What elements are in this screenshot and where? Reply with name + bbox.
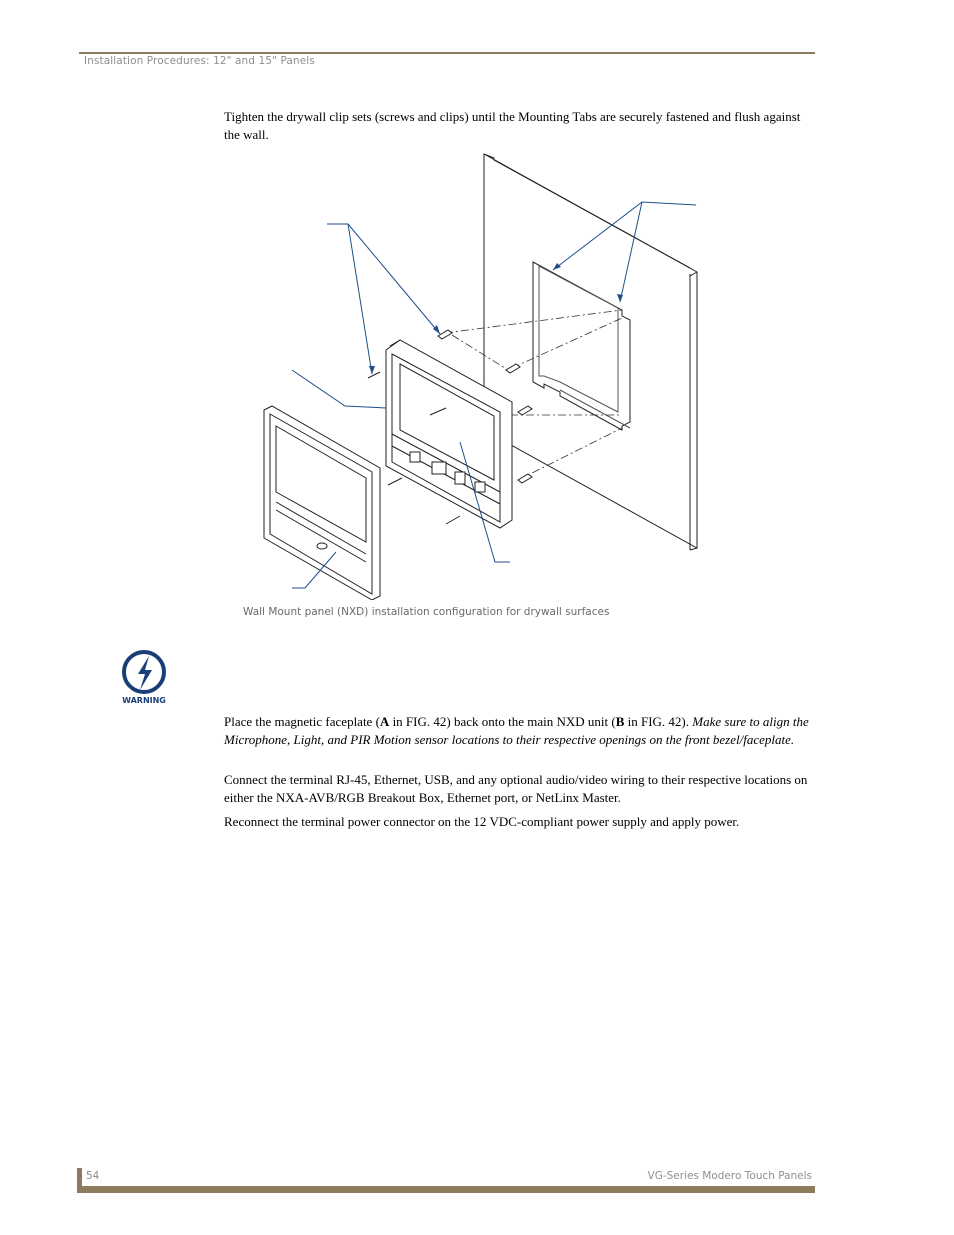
header-rule	[79, 52, 815, 54]
warning-label: WARNING	[122, 696, 166, 705]
faceplate-italic-note: Make sure to align the Microphone, Light, and PIR Motion sensor locations to their respective openings on the front bezel/faceplate.	[224, 714, 809, 747]
page-number: 54	[86, 1170, 100, 1182]
faceplate-text-3: in FIG. 42).	[624, 714, 693, 729]
section-title: Installation Procedures: 12" and 15" Panels	[84, 55, 315, 67]
faceplate-letter-a: A	[379, 714, 390, 729]
faceplate-text-1: Place the magnetic faceplate (	[224, 714, 380, 729]
footer-rule	[77, 1186, 815, 1193]
warning-badge	[116, 648, 172, 708]
faceplate-text-2: in FIG. 42) back onto the main NXD unit (	[389, 714, 616, 729]
document-title: VG-Series Modero Touch Panels	[647, 1170, 812, 1182]
step-faceplate-text	[224, 713, 809, 748]
faceplate-letter-b: B	[615, 714, 625, 729]
step-power-text: Reconnect the terminal power connector on the 12 VDC-compliant power supply and apply power.	[224, 814, 740, 829]
step-tighten-text: Tighten the drywall clip sets (screws and clips) until the Mounting Tabs are securely fastened and flush against the wall.	[224, 109, 801, 142]
figure-caption: Wall Mount panel (NXD) installation configuration for drywall surfaces	[243, 606, 610, 618]
step-connect-text: Connect the terminal RJ-45, Ethernet, USB, and any optional audio/video wiring to their respective locations on either the NXA-AVB/RGB Breakout Box, Ethernet port, or NetLinx Master.	[224, 772, 808, 805]
wall-mount-diagram	[250, 150, 710, 600]
